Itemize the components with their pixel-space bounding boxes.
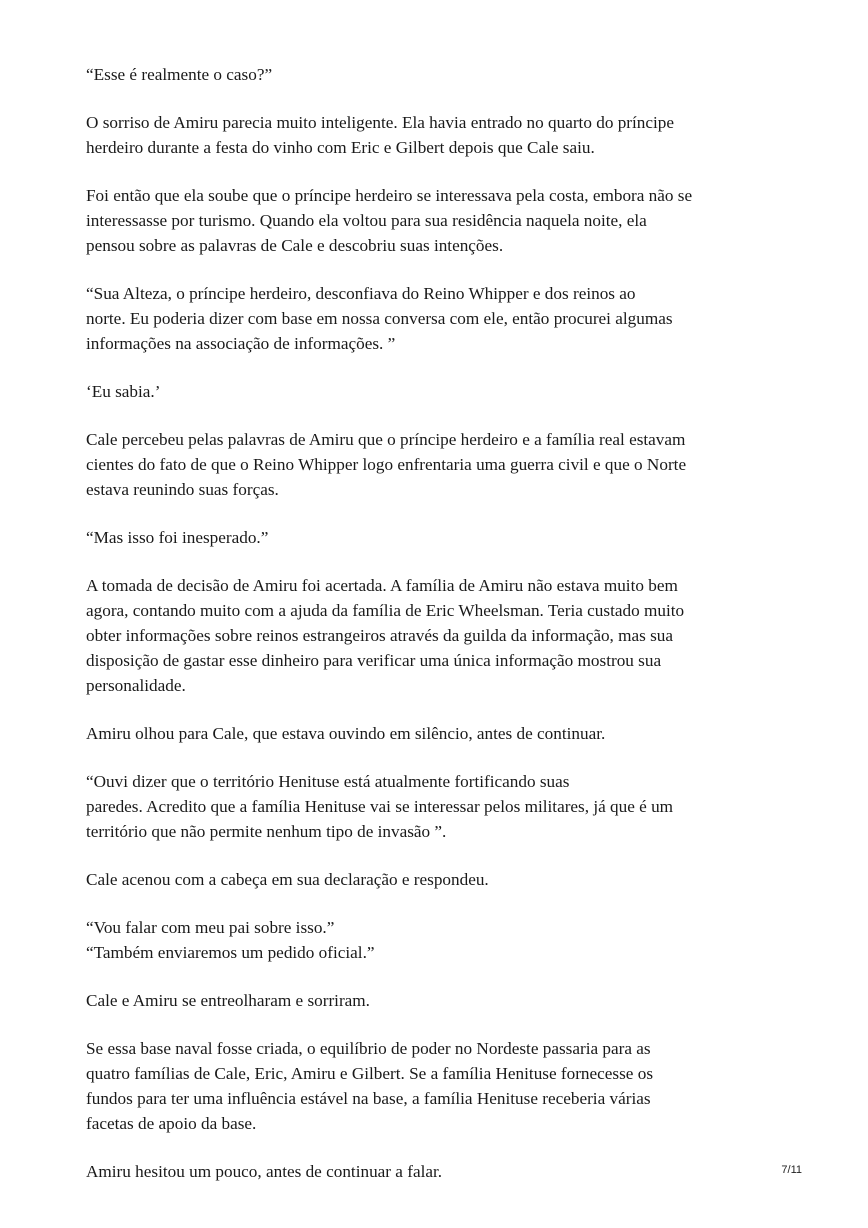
paragraph-4: [86, 281, 786, 356]
text-line: território que não permite nenhum tipo de invasão ”.: [86, 822, 447, 841]
text-line: facetas de apoio da base.: [86, 1114, 257, 1133]
paragraph-14: [86, 988, 786, 1013]
paragraph-15: [86, 1036, 786, 1136]
page-number: 7/11: [781, 1164, 802, 1176]
paragraph-12: [86, 915, 786, 940]
text-line: ‘Eu sabia.’: [86, 382, 161, 401]
text-line: “Esse é realmente o caso?”: [86, 65, 273, 84]
text-line: pensou sobre as palavras de Cale e descobriu suas intenções.: [86, 236, 504, 255]
text-line: personalidade.: [86, 676, 186, 695]
text-line: A tomada de decisão de Amiru foi acertada. A família de Amiru não estava muito bem: [86, 576, 678, 595]
text-line: Amiru hesitou um pouco, antes de continuar a falar.: [86, 1162, 443, 1181]
paragraph-13: [86, 940, 786, 965]
text-line: interessasse por turismo. Quando ela voltou para sua residência naquela noite, ela: [86, 211, 647, 230]
text-line: Amiru olhou para Cale, que estava ouvindo em silêncio, antes de continuar.: [86, 724, 606, 743]
text-line: “Também enviaremos um pedido oficial.”: [86, 943, 375, 962]
text-line: Foi então que ela soube que o príncipe herdeiro se interessava pela costa, embora não se: [86, 186, 693, 205]
text-line: disposição de gastar esse dinheiro para verificar uma única informação mostrou sua: [86, 651, 662, 670]
text-line: Cale e Amiru se entreolharam e sorriram.: [86, 991, 370, 1010]
text-line: Cale acenou com a cabeça em sua declaração e respondeu.: [86, 870, 489, 889]
paragraph-6: [86, 427, 786, 502]
text-line: Cale percebeu pelas palavras de Amiru que o príncipe herdeiro e a família real estavam: [86, 430, 686, 449]
paragraph-16: [86, 1159, 786, 1184]
paragraph-10: [86, 769, 786, 844]
text-line: “Mas isso foi inesperado.”: [86, 528, 269, 547]
paragraph-11: [86, 867, 786, 892]
text-line: Se essa base naval fosse criada, o equilíbrio de poder no Nordeste passaria para as: [86, 1039, 651, 1058]
text-line: O sorriso de Amiru parecia muito inteligente. Ela havia entrado no quarto do príncipe: [86, 113, 675, 132]
paragraph-1: [86, 62, 786, 87]
text-line: estava reunindo suas forças.: [86, 480, 279, 499]
paragraph-5: [86, 379, 786, 404]
paragraph-9: [86, 721, 786, 746]
text-line: herdeiro durante a festa do vinho com Eric e Gilbert depois que Cale saiu.: [86, 138, 595, 157]
paragraph-2: [86, 110, 786, 160]
paragraph-3: [86, 183, 786, 258]
text-line: quatro famílias de Cale, Eric, Amiru e Gilbert. Se a família Henituse fornecesse os: [86, 1064, 654, 1083]
text-line: “Sua Alteza, o príncipe herdeiro, desconfiava do Reino Whipper e dos reinos ao: [86, 284, 636, 303]
text-line: cientes do fato de que o Reino Whipper logo enfrentaria uma guerra civil e que o Norte: [86, 455, 687, 474]
text-line: “Vou falar com meu pai sobre isso.”: [86, 918, 335, 937]
paragraph-8: [86, 573, 786, 698]
paragraph-7: [86, 525, 786, 550]
text-line: obter informações sobre reinos estrangeiros através da guilda da informação, mas sua: [86, 626, 674, 645]
text-line: informações na associação de informações. ”: [86, 334, 396, 353]
document-body: [86, 62, 786, 1207]
text-line: fundos para ter uma influência estável na base, a família Henituse receberia várias: [86, 1089, 651, 1108]
text-line: agora, contando muito com a ajuda da família de Eric Wheelsman. Teria custado muito: [86, 601, 685, 620]
text-line: “Ouvi dizer que o território Henituse está atualmente fortificando suas: [86, 772, 570, 791]
text-line: norte. Eu poderia dizer com base em nossa conversa com ele, então procurei algumas: [86, 309, 673, 328]
text-line: paredes. Acredito que a família Henituse vai se interessar pelos militares, já que é um: [86, 797, 674, 816]
